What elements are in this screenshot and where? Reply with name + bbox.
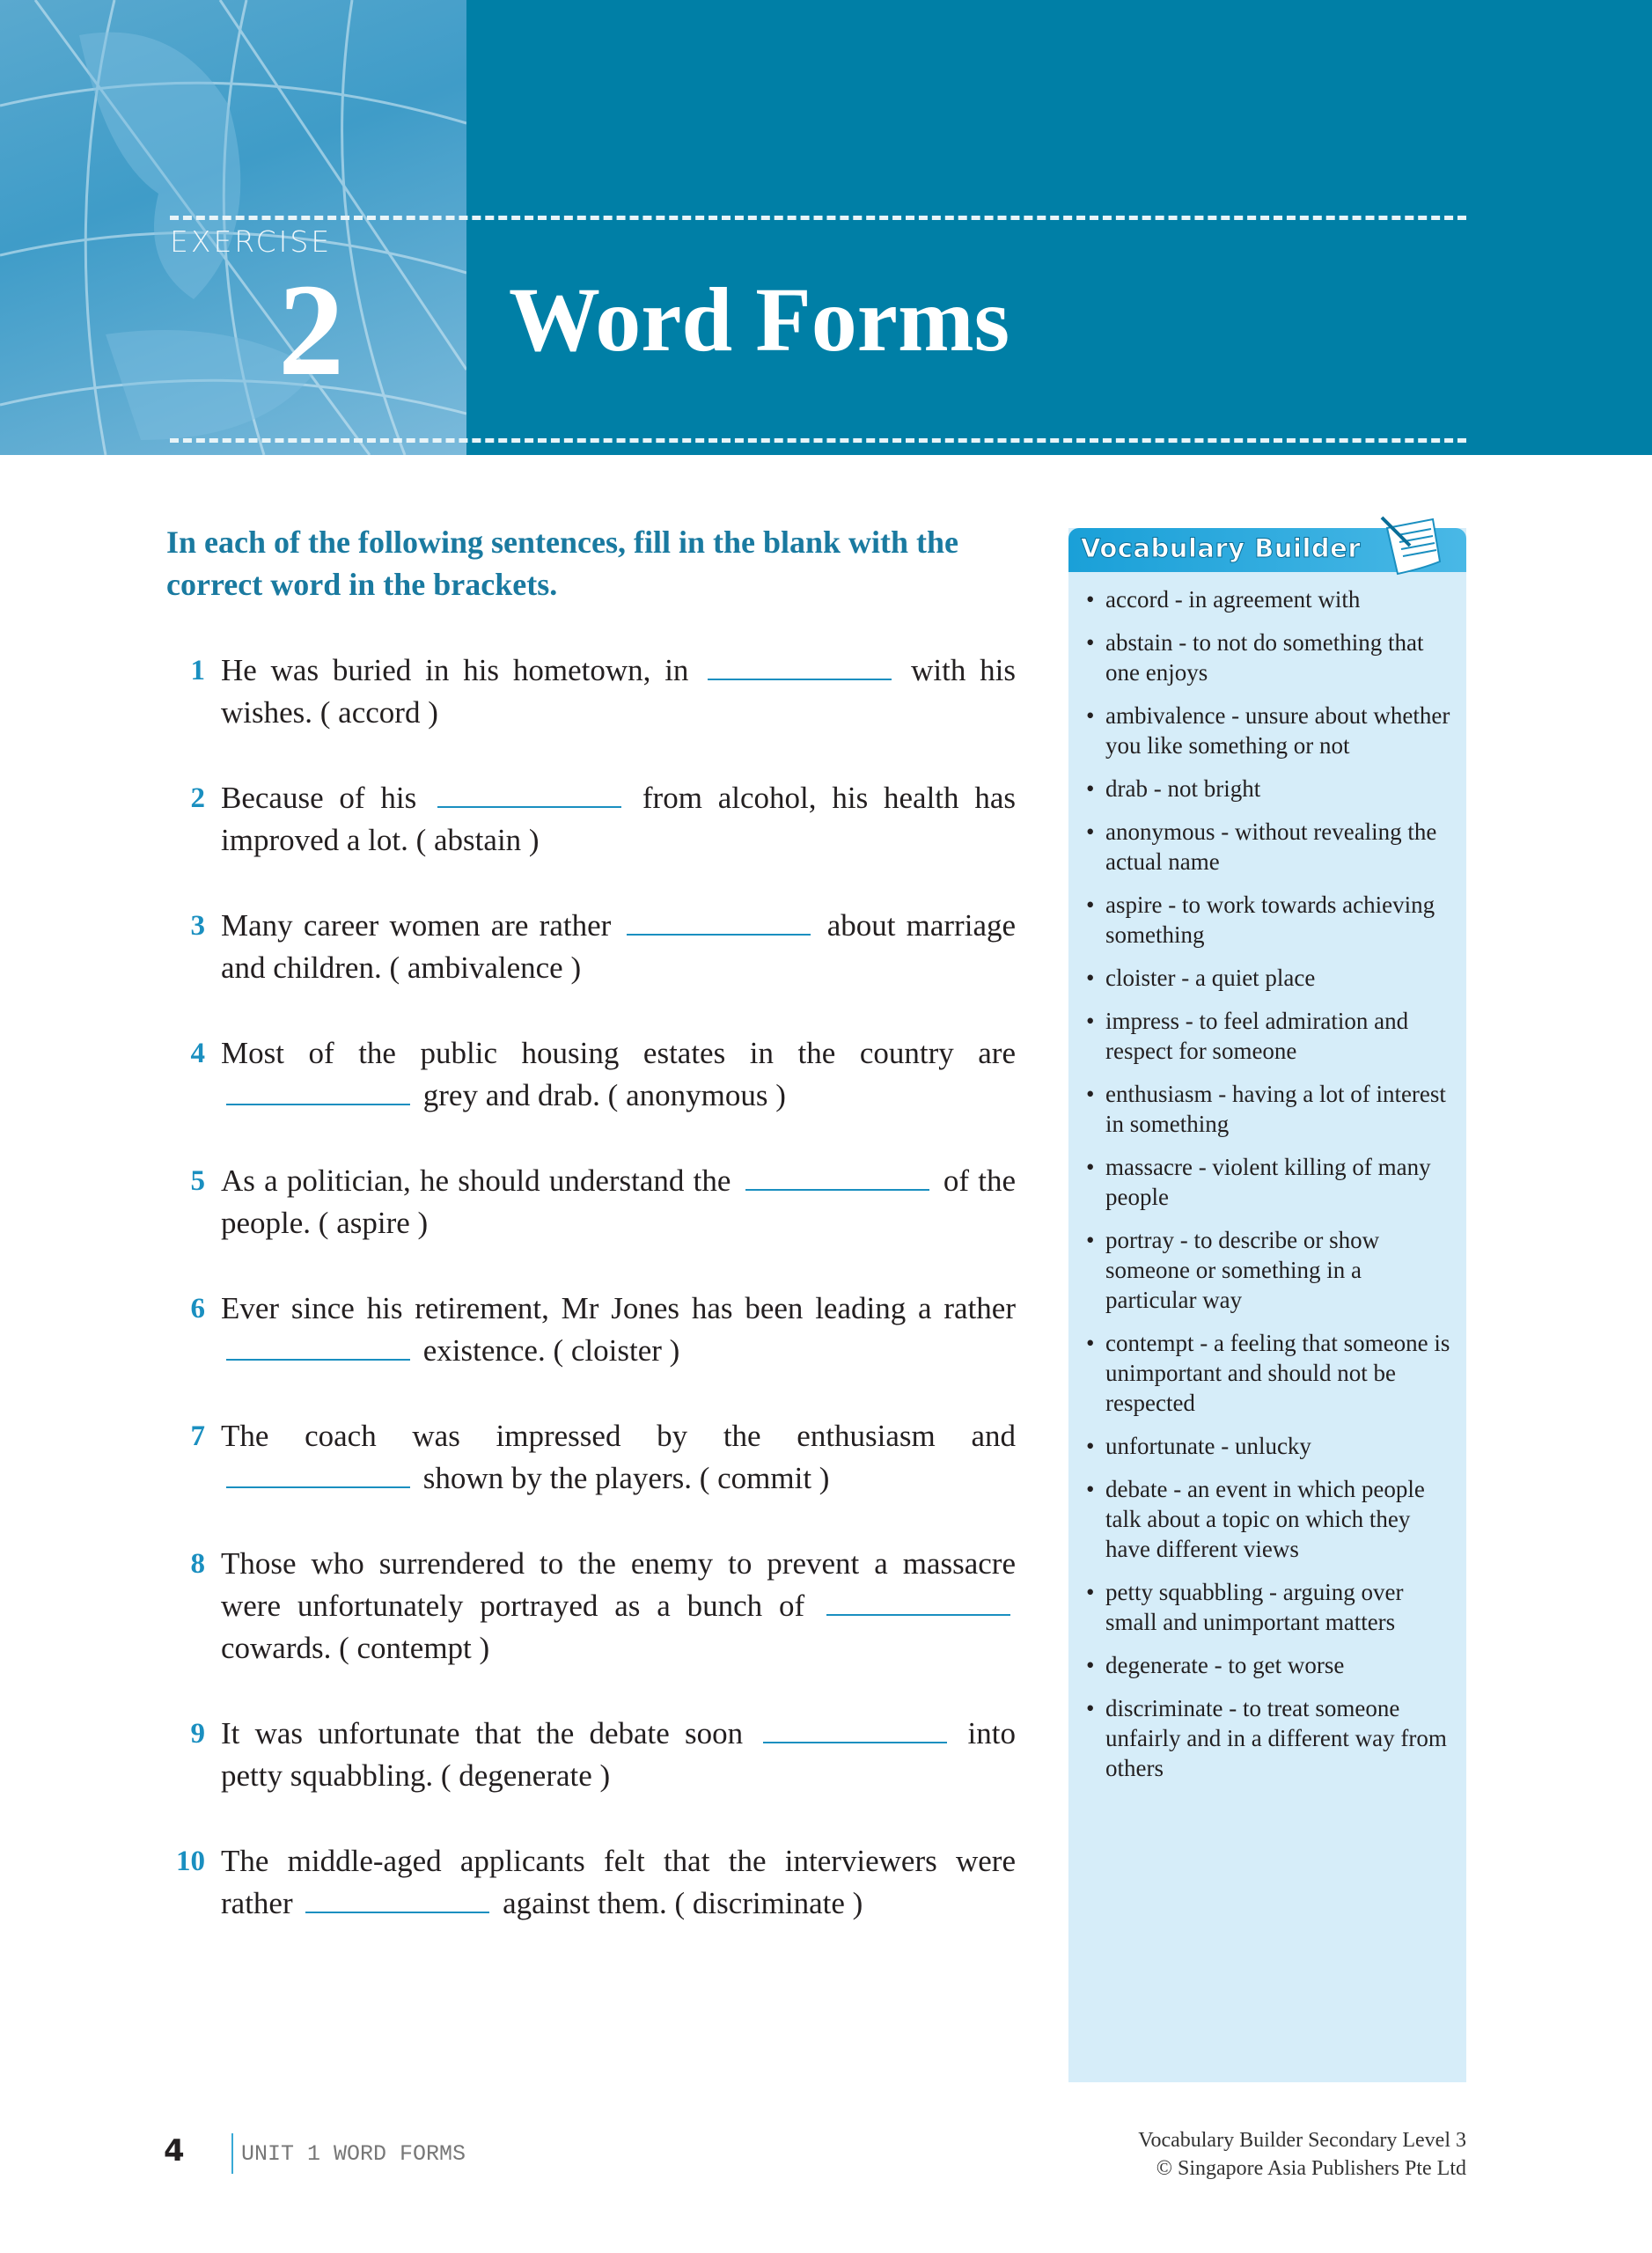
question-item <box>166 905 1016 989</box>
vocabulary-list <box>1086 584 1456 1796</box>
question-text-before: Many career women are rather <box>221 908 612 943</box>
question-number: 4 <box>190 1038 205 1069</box>
vocabulary-item: • massacre - violent killing of many people <box>1086 1152 1456 1212</box>
answer-blank[interactable] <box>708 650 892 680</box>
credit-line-2: © Singapore Asia Publishers Pte Ltd <box>1156 2157 1466 2180</box>
answer-blank[interactable] <box>826 1586 1010 1616</box>
exercise-number: 2 <box>278 257 344 403</box>
vocabulary-item: • degenerate - to get worse <box>1086 1650 1456 1680</box>
question-item <box>166 777 1016 862</box>
question-text-before: He was buried in his hometown, in <box>221 653 689 687</box>
question-number: 9 <box>190 1718 205 1750</box>
question-text-after: cowards. ( contempt ) <box>221 1631 490 1665</box>
footer-divider <box>231 2133 233 2174</box>
question-text-after: shown by the players. ( commit ) <box>422 1461 830 1495</box>
vocabulary-builder-header <box>1068 528 1466 572</box>
vocabulary-builder-title: Vocabulary Builder <box>1081 533 1362 563</box>
question-number: 10 <box>176 1846 205 1877</box>
question-text-after: against them. ( discriminate ) <box>503 1886 863 1920</box>
answer-blank[interactable] <box>226 1458 410 1488</box>
question-item <box>166 1713 1016 1797</box>
question-text-before: The coach was impressed by the enthusiasm and <box>221 1419 1016 1453</box>
vocabulary-builder-panel <box>1068 528 1466 2082</box>
question-text-before: Because of his <box>221 781 417 815</box>
vocabulary-item: • contempt - a feeling that someone is unimportant and should not be respected <box>1086 1328 1456 1418</box>
page-title: Word Forms <box>509 269 1010 371</box>
question-item <box>166 1160 1016 1244</box>
vocabulary-item: • impress - to feel admiration and respect for someone <box>1086 1006 1456 1066</box>
question-text-after: about marriage and children. ( ambivalence ) <box>221 908 1017 985</box>
publisher-credit <box>1138 2126 1466 2183</box>
vocabulary-item: • drab - not bright <box>1086 774 1456 804</box>
credit-line-1: Vocabulary Builder Secondary Level 3 <box>1138 2129 1466 2152</box>
question-number: 1 <box>190 655 205 686</box>
vocabulary-item: • anonymous - without revealing the actual name <box>1086 817 1456 877</box>
question-text-before: As a politician, he should understand the <box>221 1163 731 1198</box>
question-text-after: into petty squabbling. ( degenerate ) <box>221 1716 1016 1793</box>
instructions: In each of the following sentences, fill in the blank with the correct word in the brackets. <box>166 525 959 602</box>
question-item <box>166 649 1016 734</box>
vocabulary-item: • unfortunate - unlucky <box>1086 1431 1456 1461</box>
answer-blank[interactable] <box>437 778 621 808</box>
vocabulary-item: • portray - to describe or show someone or something in a particular way <box>1086 1225 1456 1315</box>
question-text-before: Ever since his retirement, Mr Jones has been leading a rather <box>221 1291 1016 1325</box>
question-text-after: with his wishes. ( accord ) <box>221 653 1016 730</box>
answer-blank[interactable] <box>627 906 811 936</box>
dashed-divider <box>170 216 1466 220</box>
question-item <box>166 1543 1016 1670</box>
answer-blank[interactable] <box>226 1331 410 1361</box>
exercise-label: EXERCISE <box>170 224 333 259</box>
question-text-after: from alcohol, his health has improved a lot. ( abstain ) <box>221 781 1017 857</box>
question-item <box>166 1032 1016 1117</box>
question-number: 3 <box>190 910 205 942</box>
answer-blank[interactable] <box>305 1883 489 1913</box>
vocabulary-item: • accord - in agreement with <box>1086 584 1456 614</box>
answer-blank[interactable] <box>763 1714 947 1743</box>
vocabulary-item: • cloister - a quiet place <box>1086 963 1456 993</box>
vocabulary-item: • enthusiasm - having a lot of interest in something <box>1086 1079 1456 1139</box>
vocabulary-item: • petty squabbling - arguing over small and unimportant matters <box>1086 1577 1456 1637</box>
unit-label: UNIT 1 WORD FORMS <box>241 2141 466 2167</box>
vocabulary-item: • abstain - to not do something that one enjoys <box>1086 627 1456 687</box>
question-text-before: It was unfortunate that the debate soon <box>221 1716 744 1750</box>
answer-blank[interactable] <box>745 1161 929 1191</box>
question-item <box>166 1840 1016 1925</box>
question-number: 7 <box>190 1420 205 1452</box>
question-text-after: of the people. ( aspire ) <box>221 1163 1017 1240</box>
question-text-before: Most of the public housing estates in the country are <box>221 1036 1016 1070</box>
vocabulary-item: • ambivalence - unsure about whether you like something or not <box>1086 701 1456 760</box>
question-number: 2 <box>190 782 205 814</box>
question-number: 6 <box>190 1293 205 1325</box>
page-number: 4 <box>164 2133 185 2169</box>
question-number: 8 <box>190 1548 205 1580</box>
question-text-before: The middle-aged applicants felt that the interviewers were rather <box>221 1844 1016 1920</box>
question-text-before: Those who surrendered to the enemy to prevent a massacre were unfortunately portrayed as a bunch of <box>221 1546 1016 1623</box>
question-text-after: grey and drab. ( anonymous ) <box>422 1078 786 1112</box>
question-item <box>166 1415 1016 1500</box>
question-number: 5 <box>190 1165 205 1197</box>
vocabulary-item: • discriminate - to treat someone unfairly and in a different way from others <box>1086 1693 1456 1783</box>
vocabulary-item: • aspire - to work towards achieving something <box>1086 890 1456 950</box>
vocabulary-item: • debate - an event in which people talk about a topic on which they have different views <box>1086 1474 1456 1564</box>
exercise-header <box>0 0 1652 455</box>
answer-blank[interactable] <box>226 1075 410 1105</box>
question-item <box>166 1288 1016 1372</box>
question-list <box>166 649 1016 1968</box>
dashed-divider <box>170 438 1466 443</box>
notepad-icon <box>1378 516 1449 577</box>
question-text-after: existence. ( cloister ) <box>422 1333 680 1368</box>
